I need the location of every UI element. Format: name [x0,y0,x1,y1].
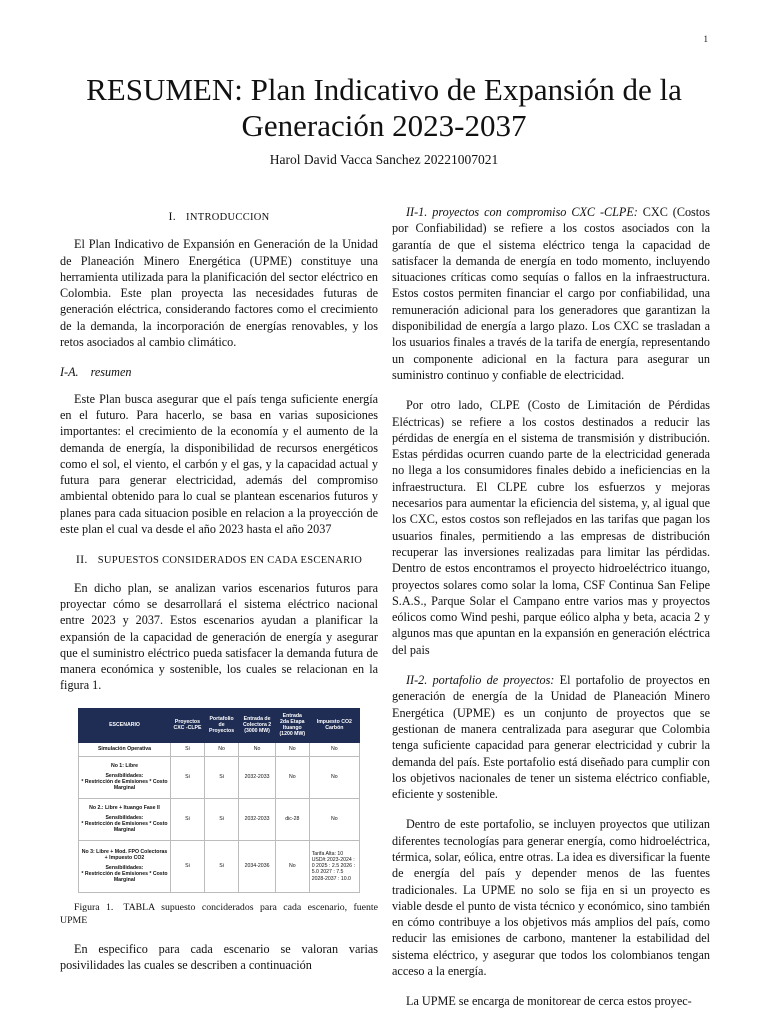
sensibilidades-title: Sensibilidades: [105,772,144,779]
table-cell: No [204,742,238,756]
escenario-cell [79,840,171,892]
table-cell: Si [204,798,238,840]
escenario-cell [79,798,171,840]
paragraph-especifico: En especifico para cada escenario se valoran varias posivilidades las cuales se describen a continuación [60,941,378,973]
paragraph-tecnologias: Dentro de este portafolio, se incluyen proyectos que utilizan diferentes tecnologías para generar energía, como hidroeléctrica, térmica, solar, eólica, entre otras. La idea es diversificar la fuente de energía del país y depender menos de las fuentes tradicionales. La UPME no solo se fija en si un proyecto es viable desde el punto de vista técnico y económico, sino también en cómo contribuye a los objetivos más amplios del país, como reducir las emisiones de carbono, mantener la estabilidad del sistema eléctrico, y asegurar que todos los colombianos tengan acceso a la energía. [392,817,710,979]
table-cell: 2032-2033 [239,798,276,840]
section-title: SUPUESTOS CONSIDERADOS EN CADA ESCENARIO [97,555,363,567]
escenario-name: No 1: Libre [110,763,139,770]
sensibilidades-lines: * Restricción de Emisiones * Costo Marginal [81,778,168,791]
section-number: II. [75,552,88,567]
figure-caption [60,901,378,927]
paragraph-text: El portafolio de proyectos en generación de energía de la Unidad de Planeación Minero Energética (UPME) es un conjunto de proyectos que se gestionan de manera centralizada para asegurar que Colombia tenga suficiente capacidad para generar electricidad y cubrir la demanda del país. Este portafolio está diseñado para cumplir con los objetivos nacionales de tener un sistema eléctrico confiable, eficiente y sostenible. [392,673,711,802]
escenario-name: Simulación Operativa [97,746,152,753]
left-column [60,204,378,987]
header-cell: Entrada 2da Etapa Ituango (1200 MW) [275,708,309,742]
paragraph-monitoreo: La UPME se encarga de monitorear de cerca estos proyec- [406,994,692,1009]
paragraph-clpe: Por otro lado, CLPE (Costo de Limitación de Pérdidas Eléctricas) se refiere a los costos destinados a reducir las pérdidas de energía en el sistema de transmisión y distribución. Estas pérdidas ocurren cuando parte de la electricidad generada no llega a los consumidores finales debido a ineficiencias en la infraestructura. El CLPE cubre los esfuerzos y mejoras necesarios para aumentar la eficiencia del sistema, y, al igual que los CXC, estos costos son reflejados en las tarifas que pagan los usuarios finales, permitiendo a las empresas de distribución recuperar las inversiones realizadas para limitar las pérdidas. Dentro de estos encontramos el proyecto hidroeléctrico ituango, proyectos solares como solar la loma, CSF Continua San Felipe S.A.S., Parque Solar el Campano entre varios mas y proyectos eólicos como Wind peshi, parque eólico alpha y beta, acacia 2 y algunos mas que apuntan en la expansión en generación eléctrica del pais [392,398,710,657]
table-cell: No [275,742,309,756]
table-row [79,742,360,756]
section-number: I. [168,209,177,223]
paragraph-cxc-clpe [392,204,710,383]
section-heading-supuestos [60,551,378,569]
table-header-row [79,708,360,742]
escenario-name: No 2.: Libre + Ituango Fase II [89,805,160,812]
table-cell: No [309,756,359,798]
table-cell: Si [171,840,205,892]
section-heading-introduccion [60,208,378,226]
escenario-cell [79,756,171,798]
right-column [392,204,710,1024]
scenario-table [78,708,360,893]
escenario-name: No 3: Libre + Mod. FPO Colectoras + Impuesto CO2 [81,849,168,862]
paper-title: RESUMEN: Plan Indicativo de Expansión de la Generación 2023-2037 [86,72,682,143]
sensibilidades-title: Sensibilidades: [105,814,144,821]
table-cell: No [275,756,309,798]
table-row [79,840,360,892]
paragraph-supuestos: En dicho plan, se analizan varios escenarios futuros para proyectar cómo se desarrollará el sistema eléctrico nacional entre 2023 y 2037. Estos escenarios ayudan a planificar la expansión de la capacidad de generación de energía y asegurar que el suministro eléctrico pueda satisfacer la demanda futura de manera económica y sostenible, los cuales se relacionan en la figura 1. [60,580,378,693]
table-cell: Si [204,756,238,798]
subsection-runin-heading: II-1. proyectos con compromiso CXC -CLPE: [406,205,638,219]
table-cell: Si [171,798,205,840]
table-cell: Si [171,756,205,798]
paragraph-resumen: Este Plan busca asegurar que el país tenga suficiente energía en el futuro. Para hacerlo, se basa en varias suposiciones importantes: el crecimiento de la economía y el aumento de la demanda de energía, la disponibilidad de recursos energéticos como el sol, el viento, el carbón y el gas, y la capacidad actual y futura para generar electricidad, además del compromiso ambiental obtenido para lo cual se plantean escenarios futuros y planes para cada situacion posible en relacion a la proyección de este plan el cual va desde el año 2023 hasta el año 2037 [60,391,378,537]
table-cell: 2032-2033 [239,756,276,798]
figure-label: Figura 1. [74,901,114,913]
table-row [79,798,360,840]
header-cell: Entrada de Colectora 2 (3000 MW) [239,708,276,742]
figure-caption-text: TABLA supuesto conciderados para cada escenario, fuente UPME [60,901,379,926]
sensibilidades-title: Sensibilidades: [105,864,144,871]
header-cell: Impuesto CO2 Carbón [309,708,359,742]
table-cell: Tarifa Alta: 10 USD/t 2023-2024 : 0 2025 : 2.5 2026 : 5.0 2027 : 7.5 2028-2037 : 10.0 [309,840,359,892]
header-cell: Proyectos CXC -CLPE [171,708,205,742]
table-cell: No [239,742,276,756]
table-cell: No [275,840,309,892]
subsection-runin-heading: II-2. portafolio de proyectos: [406,673,555,688]
paragraph-portafolio [392,672,710,802]
paragraph-introduccion: El Plan Indicativo de Expansión en Generación de la Unidad de Planeación Minero Energética (UPME) constituye una herramienta utilizada para la planificación del sector eléctrico en Colombia. Este plan proyecta las necesidades futuras de generación eléctrica, considerando factores como el crecimiento de la demanda, la incorporación de energías renovables, y los retos asociados al cambio climático. [60,237,378,350]
subsection-title: resumen [90,365,132,380]
header-cell: Portafolio de Proyectos [204,708,238,742]
table-cell: Si [171,742,205,756]
sensibilidades-lines: * Restricción de Emisiones * Costo Marginal [81,820,168,833]
paragraph-text: CXC (Costos por Confiabilidad) se refiere a los costos asociados con la garantía de que el sistema eléctrico tenga la capacidad de satisfacer la demanda de energía en todo momento, incluyendo situaciones críticas como sequías o fallos en la infraestructura. Estos costos permiten financiar el cargo por confiabilidad, una remuneración adicional para los generadores que garantizan la disponibilidad de energía a largo plazo. Los CXC se trasladan a los usuarios finales a través de la tarifa de energía, representando un componente adicional en la factura para asegurar un suministro continuo y confiable de electricidad. [392,205,711,382]
header-cell: ESCENARIO [79,708,171,742]
subsection-heading-resumen [60,364,378,380]
table-cell: dic-28 [275,798,309,840]
table-cell: No [309,798,359,840]
section-title: INTRODUCCION [186,212,270,223]
subsection-number: I-A. [60,365,79,380]
table-cell: 2034-2036 [239,840,276,892]
sensibilidades-lines: * Restricción de Emisiones * Costo Marginal [81,870,168,884]
author-line: Harol David Vacca Sanchez 20221007021 [269,152,499,167]
table-cell: Si [204,840,238,892]
figure-1-table [78,708,360,893]
table-cell: No [309,742,359,756]
page-number: 1 [703,34,708,44]
table-row [79,756,360,798]
escenario-cell [79,742,171,756]
